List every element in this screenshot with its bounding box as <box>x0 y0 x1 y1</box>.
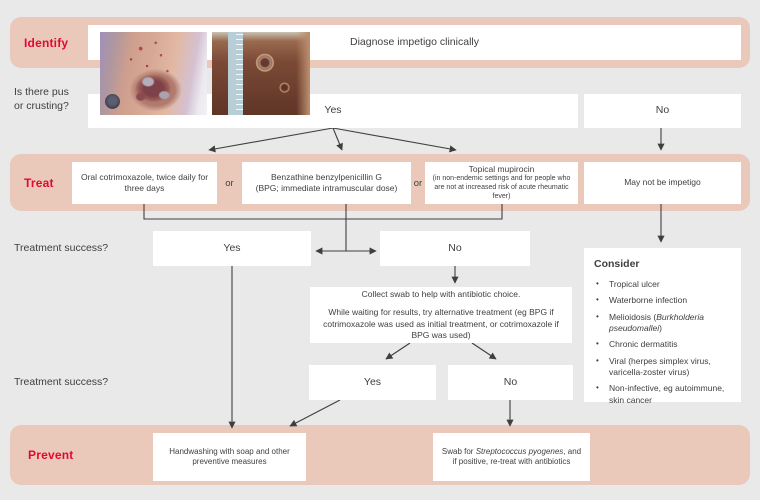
consider-list <box>594 279 733 411</box>
consider-item <box>594 356 733 378</box>
arrow-yes-to-option1 <box>209 128 333 150</box>
arrow-advice-to-no2 <box>472 343 496 359</box>
bullet-icon: • <box>596 339 599 349</box>
swab-advice-box <box>310 287 572 343</box>
arrow-yes-to-option2 <box>333 128 342 150</box>
swab-advice-line2: While waiting for results, try alternative treatment (eg BPG if cotrimoxazole was used as initial treatment, or cotrimoxazole if BPG was used) <box>323 307 559 340</box>
pus-no-text: No <box>655 104 670 117</box>
or-separator-1: or <box>225 177 234 189</box>
mupirocin-main-text: Topical mupirocin <box>468 164 535 175</box>
bullet-icon: • <box>596 278 599 288</box>
consider-item <box>594 295 733 306</box>
consider-item <box>594 312 733 334</box>
bullet-icon: • <box>596 355 599 365</box>
connector-treat-junction <box>144 204 502 219</box>
treat-option-mupirocin <box>425 162 578 204</box>
bullet-icon: • <box>596 383 599 393</box>
consider-item <box>594 339 733 350</box>
success2-no-box <box>448 365 573 400</box>
may-not-be-impetigo-text: May not be impetigo <box>624 177 701 188</box>
success1-yes-box <box>153 231 311 266</box>
success1-no-box <box>380 231 530 266</box>
bullet-icon: • <box>596 311 599 321</box>
consider-item-text: Tropical ulcer <box>609 278 660 289</box>
treat-option-bpg <box>242 162 411 204</box>
measuring-tape <box>228 32 244 115</box>
success2-yes-text: Yes <box>363 375 382 388</box>
handwashing-box <box>153 433 306 481</box>
arrow-yes-to-option3 <box>333 128 456 150</box>
treatment-success-label-2: Treatment success? <box>14 376 109 388</box>
consider-item-text: Melioidosis (Burkholderia pseudomallei) <box>609 311 704 333</box>
bullet-icon: • <box>596 295 599 305</box>
consider-title: Consider <box>594 258 640 270</box>
consider-item <box>594 383 733 405</box>
or-separator-2: or <box>413 177 423 189</box>
consider-panel <box>584 248 741 405</box>
success2-no-text: No <box>503 375 518 388</box>
bpg-main-text: Benzathine benzylpenicillin G <box>270 171 383 182</box>
consider-item <box>594 279 733 290</box>
bpg-sub-text: (BPG; immediate intramuscular dose) <box>255 183 398 193</box>
photo-watermark-icon <box>105 94 120 109</box>
consider-item-text: Chronic dermatitis <box>609 339 678 350</box>
handwashing-text: Handwashing with soap and other preventive measures <box>169 446 290 466</box>
diagnose-text: Diagnose impetigo clinically <box>350 35 479 48</box>
identify-band-label: Identify <box>24 35 69 50</box>
prevent-band-label: Prevent <box>28 448 74 462</box>
success1-yes-text: Yes <box>223 241 241 254</box>
consider-item-text: Waterborne infection <box>609 295 688 306</box>
question-pus-crusting-label: Is there pus or crusting? <box>14 86 69 112</box>
pus-yes-text: Yes <box>324 104 342 117</box>
mupirocin-sub-text: (in non-endemic settings and for people who are not at increased risk of acute rheumatic fever) <box>432 175 571 200</box>
consider-item-text: Viral (herpes simplex virus, varicella-zoster virus) <box>609 355 711 377</box>
arrow-yes2-to-handwashing <box>290 400 340 426</box>
treatment-success-label-1: Treatment success? <box>14 242 109 254</box>
swab-advice-line1: Collect swab to help with antibiotic choice. <box>361 289 521 300</box>
impetigo-photo-lighter-skin <box>100 32 207 115</box>
pus-no-box <box>584 94 741 128</box>
retreat-swab-text: Swab for Streptococcus pyogenes, and if positive, re-treat with antibiotics <box>441 446 582 466</box>
success2-yes-box <box>309 365 436 400</box>
treat-option-cotrimoxazole <box>72 162 217 204</box>
may-not-be-impetigo-box <box>584 162 741 204</box>
success1-no-text: No <box>448 241 462 254</box>
treat-band-label: Treat <box>24 175 54 190</box>
impetigo-photo-darker-skin <box>212 32 310 115</box>
cotrimoxazole-text: Oral cotrimoxazole, twice daily for three days <box>80 171 209 193</box>
arrow-advice-to-yes2 <box>386 343 410 359</box>
consider-item-text: Non-infective, eg autoimmune, skin cancer <box>609 383 725 405</box>
retreat-swab-box <box>433 433 590 481</box>
